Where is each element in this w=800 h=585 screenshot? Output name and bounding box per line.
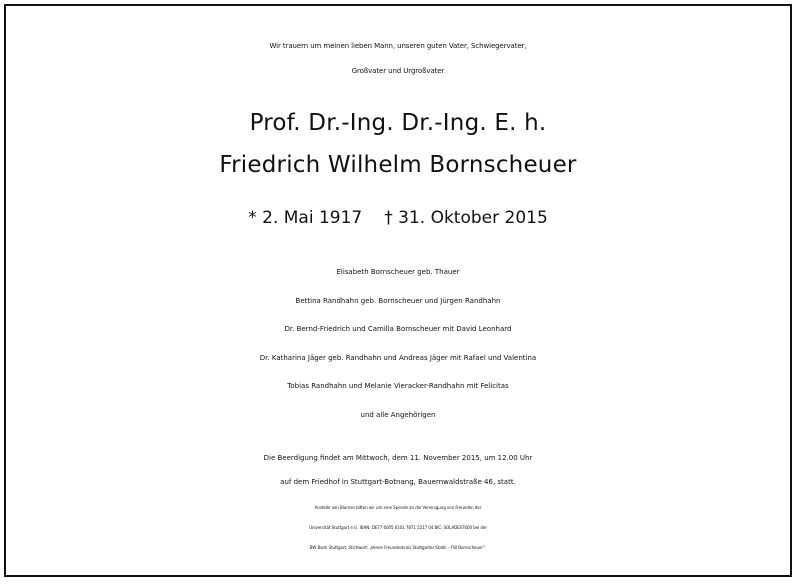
birth-date: * 2. Mai 1917 [248, 208, 363, 228]
mourner-line: und alle Angehörigen [360, 410, 436, 419]
deceased-title: Prof. Dr.-Ing. Dr.-Ing. E. h. [249, 110, 547, 136]
donation-line: Universität Stuttgart e.V., IBAN: DE77 6005 0101 7871 5217 04 BIC: SOLADEST600 bei der [309, 525, 487, 530]
deceased-name [6, 102, 790, 186]
life-dates [6, 206, 790, 230]
intro-text [6, 34, 790, 84]
mourner-line: Dr. Katharina Jäger geb. Randhahn und Andreas Jäger mit Rafael und Valentina [259, 353, 537, 362]
mourner-line: Tobias Randhahn und Melanie Vieracker-Randhahn mit Felicitas [287, 382, 509, 390]
mourner-line: Bettina Randhahn geb. Bornscheuer und Jürgen Randhahn [295, 296, 501, 305]
donation-line: BW Bank Stuttgart, Stichwort: „Verein Freundeskreis Stuttgarter Statik – FW Bornscheuer“. [309, 545, 487, 550]
funeral-info [6, 446, 790, 494]
mourners-list [6, 258, 790, 429]
funeral-line: auf dem Friedhof in Stuttgart-Botnang, Bauernwaldstraße 46, statt. [280, 478, 516, 486]
death-date: † 31. Oktober 2015 [384, 208, 548, 228]
intro-line: Wir trauern um meinen lieben Mann, unseren guten Vater, Schwiegervater, [269, 42, 527, 50]
donation-info [6, 498, 790, 558]
funeral-line: Die Beerdigung findet am Mittwoch, dem 11. November 2015, um 12.00 Uhr [263, 454, 533, 462]
obituary-notice [4, 4, 792, 577]
mourner-line: Elisabeth Bornscheuer geb. Thauer [336, 268, 460, 276]
deceased-full-name: Friedrich Wilhelm Bornscheuer [219, 152, 577, 178]
donation-line: Anstelle von Blumen bitten wir um eine Spende an die Vereinigung von Freunden der [314, 505, 482, 510]
intro-line: Großvater und Urgroßvater [351, 67, 445, 75]
mourner-line: Dr. Bernd-Friedrich und Camilla Bornscheuer mit David Leonhard [284, 325, 512, 333]
